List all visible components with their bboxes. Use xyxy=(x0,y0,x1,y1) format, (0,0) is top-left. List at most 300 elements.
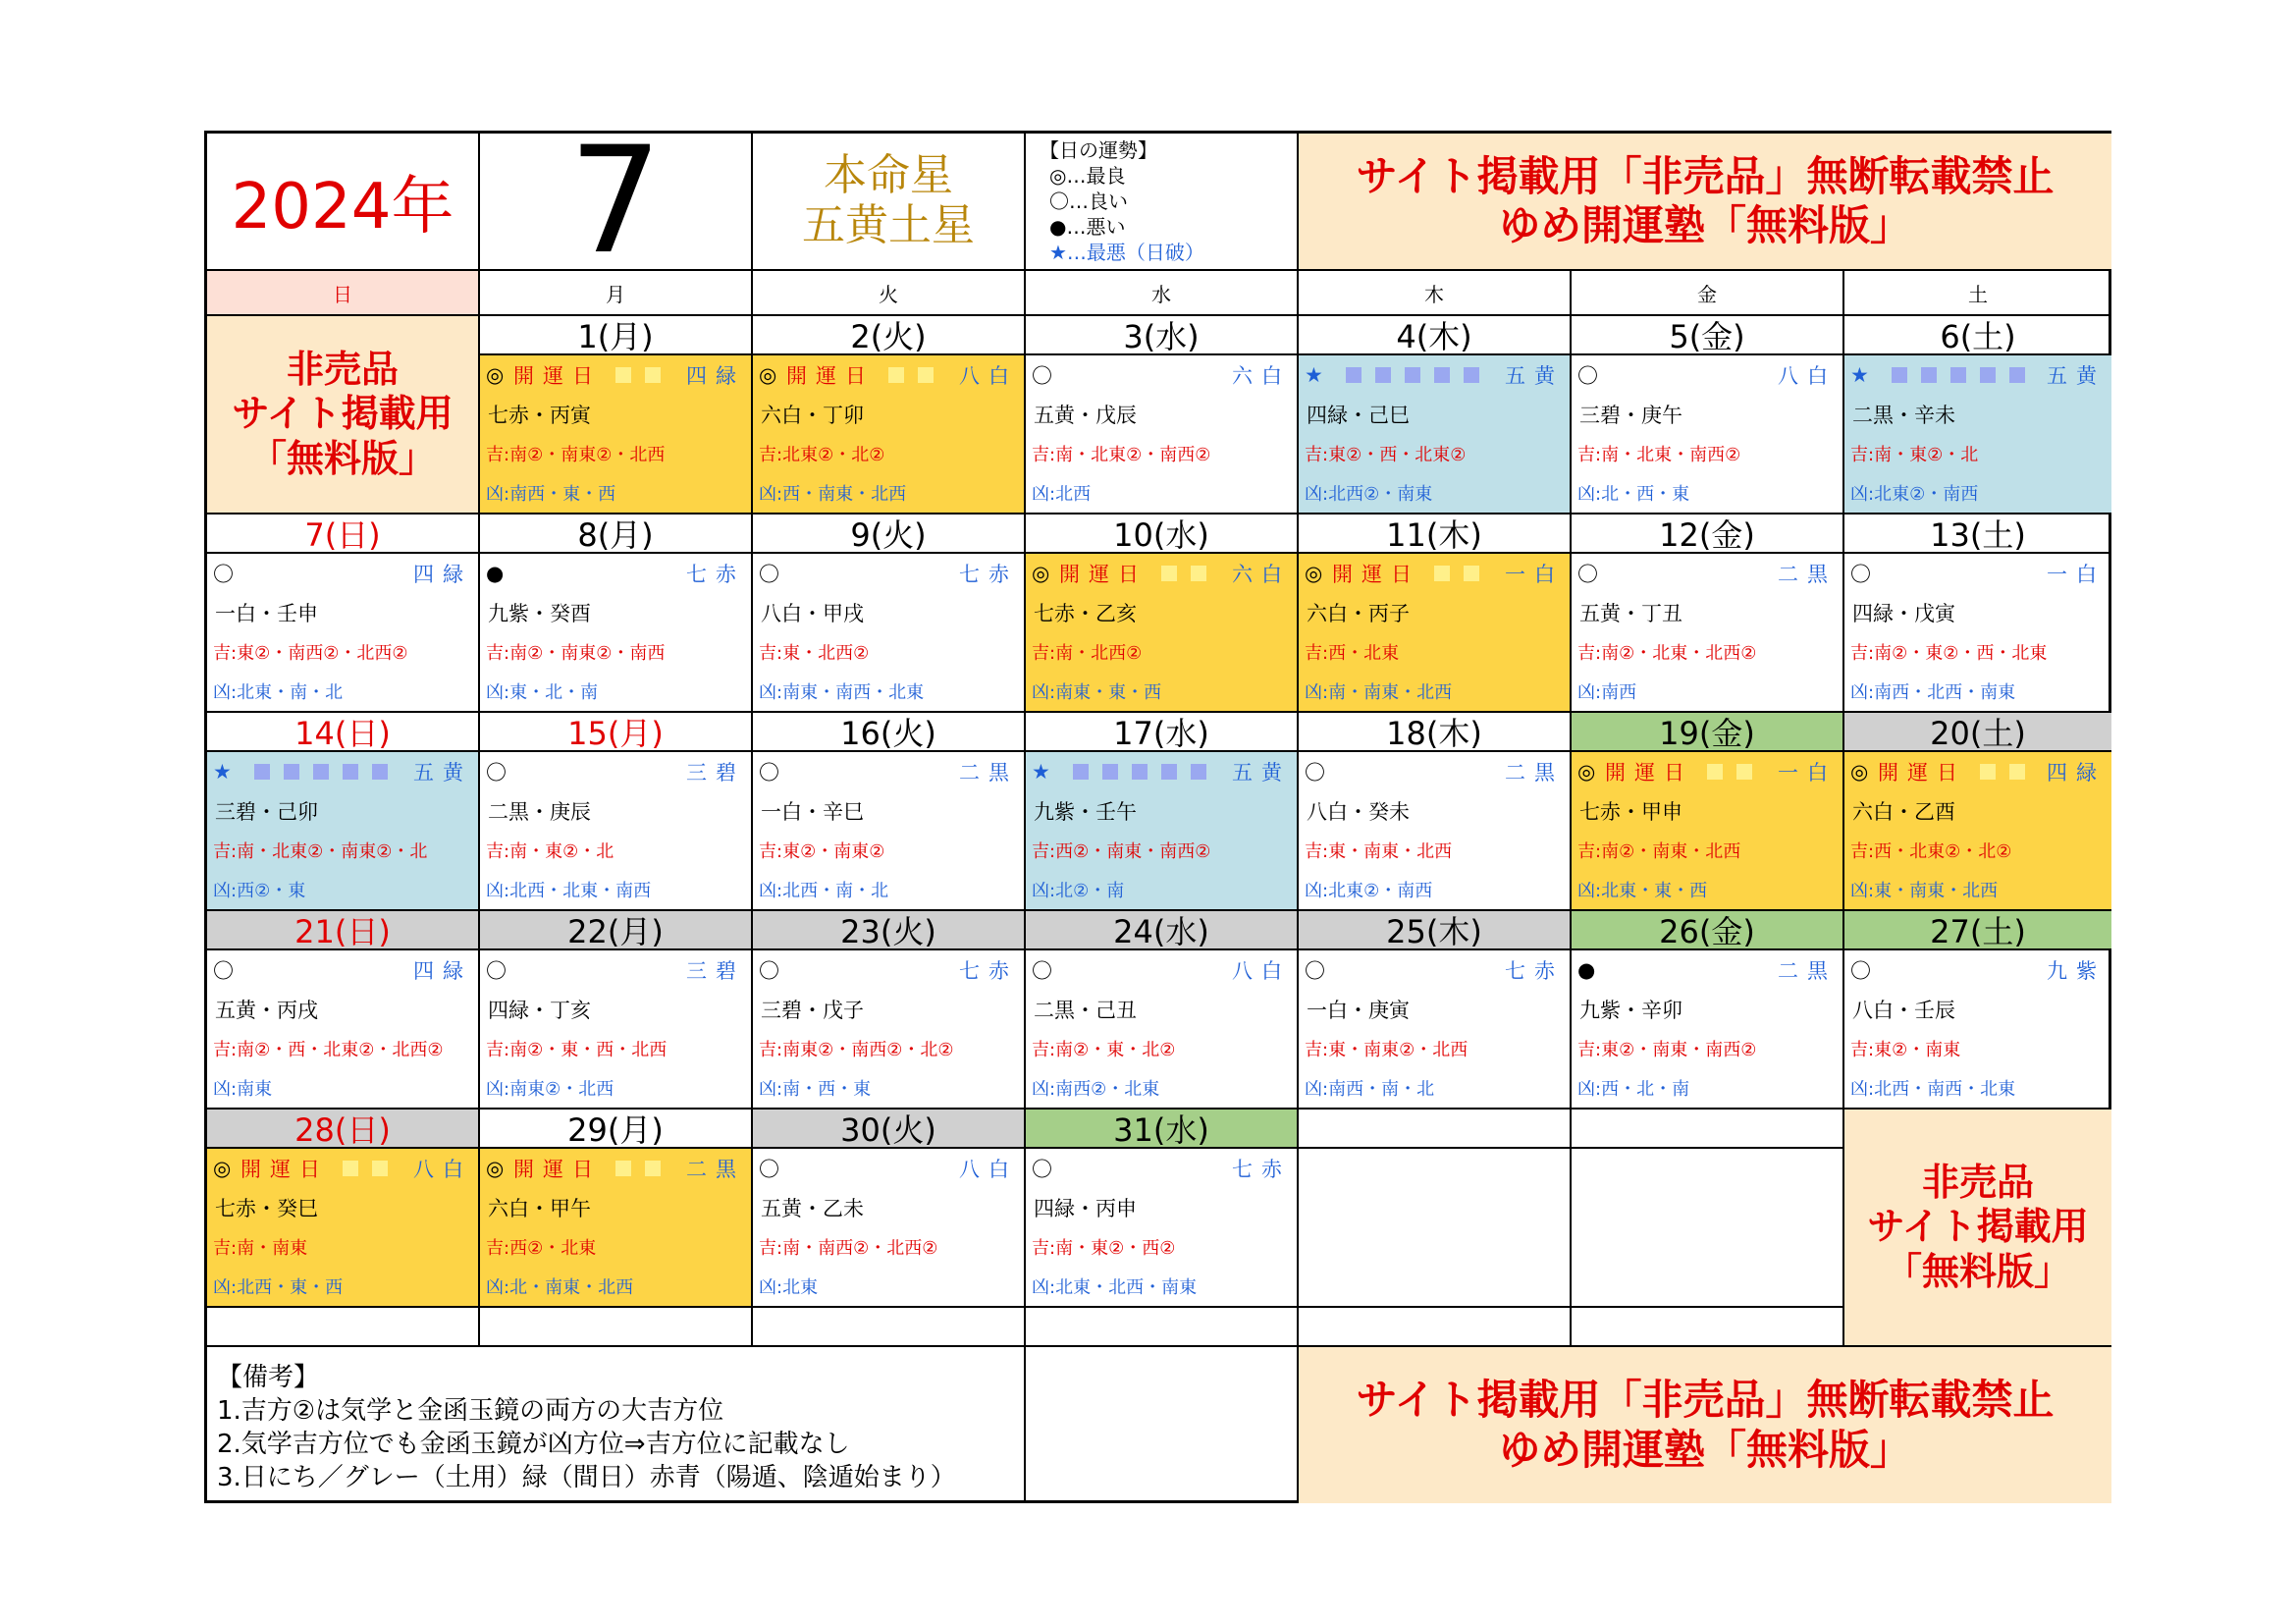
kyusei-star: 八白 xyxy=(413,1157,472,1181)
kyusei-star: 六白 xyxy=(1232,562,1291,586)
unlucky-directions: 凶:南西・南・北 xyxy=(1305,1079,1435,1100)
square-marker xyxy=(1434,367,1450,383)
square-marker xyxy=(1464,566,1479,581)
square-marker xyxy=(1707,764,1723,780)
square-marker xyxy=(372,764,388,780)
spacer-cell xyxy=(1026,1308,1299,1347)
fortune-mark: ◎ xyxy=(1032,561,1050,585)
side-notice-line2: サイト掲載用 xyxy=(232,392,454,436)
date-header: 7(日) xyxy=(207,514,480,554)
fortune-line xyxy=(480,554,751,592)
unlucky-directions: 凶:南東②・北西 xyxy=(486,1079,614,1100)
fortune-mark: ★ xyxy=(1850,362,1869,387)
kyusei-star: 八白 xyxy=(1778,363,1837,388)
unlucky-directions: 凶:南西②・北東 xyxy=(1032,1079,1160,1100)
kyusei-star: 二黒 xyxy=(686,1157,745,1181)
date-header: 22(月) xyxy=(480,911,753,950)
square-marker xyxy=(1980,367,1996,383)
kanshi-line: 八白・癸未 xyxy=(1307,799,1410,824)
square-marker xyxy=(1191,764,1206,780)
fortune-mark: ● xyxy=(1577,957,1596,982)
date-header: 27(土) xyxy=(1844,911,2111,950)
fortune-mark: 〇 xyxy=(1577,562,1598,586)
date-header: 4(木) xyxy=(1299,316,1572,355)
kyusei-star: 二黒 xyxy=(1778,958,1837,983)
lucky-directions: 吉:西②・北東 xyxy=(486,1238,597,1259)
date-header: 20(土) xyxy=(1844,713,2111,752)
date-header: 12(金) xyxy=(1572,514,1844,554)
day-cell xyxy=(480,1149,753,1308)
day-cell xyxy=(1299,950,1572,1110)
side-notice-line2: サイト掲載用 xyxy=(1867,1205,2089,1249)
unlucky-directions: 凶:北・南東・北西 xyxy=(486,1277,634,1298)
unlucky-directions: 凶:東・南東・北西 xyxy=(1850,881,1999,901)
square-marker xyxy=(615,367,631,383)
kyusei-star: 八白 xyxy=(959,1157,1018,1181)
year-label: 2024年 xyxy=(207,134,480,271)
date-header: 15(月) xyxy=(480,713,753,752)
kyusei-star: 一白 xyxy=(1778,760,1837,785)
square-marker xyxy=(2009,764,2025,780)
day-cell xyxy=(1026,1149,1299,1308)
unlucky-directions: 凶:西・南東・北西 xyxy=(759,484,907,505)
fortune-mark: ★ xyxy=(213,759,232,784)
fortune-line xyxy=(1299,554,1570,592)
kanshi-line: 五黄・戊辰 xyxy=(1034,403,1137,427)
day-cell xyxy=(1572,355,1844,514)
unlucky-directions: 凶:南西・北西・南東 xyxy=(1850,682,2016,703)
kyusei-star: 二黒 xyxy=(959,760,1018,785)
unlucky-directions: 凶:南西・東・西 xyxy=(486,484,616,505)
day-cell xyxy=(753,950,1026,1110)
date-header: 1(月) xyxy=(480,316,753,355)
lucky-directions: 吉:南②・北東・北西② xyxy=(1577,643,1757,664)
lucky-directions: 吉:南・北東・南西② xyxy=(1577,445,1741,465)
top-notice xyxy=(1299,134,2111,271)
square-marker xyxy=(1950,367,1966,383)
kanshi-line: 九紫・癸酉 xyxy=(488,601,591,625)
fortune-line xyxy=(1844,950,2111,989)
weekday-thu: 木 xyxy=(1299,271,1572,316)
spacer-cell xyxy=(753,1308,1026,1347)
kanshi-line: 七赤・癸巳 xyxy=(215,1196,318,1220)
fortune-mark: ◎ xyxy=(759,362,777,387)
lucky-directions: 吉:南・東②・北 xyxy=(1850,445,1979,465)
kyusei-star: 六白 xyxy=(1232,363,1291,388)
kaiun-label: 開運日 xyxy=(786,363,875,388)
date-header: 24(水) xyxy=(1026,911,1299,950)
fortune-mark: ◎ xyxy=(486,362,505,387)
fortune-line xyxy=(753,355,1024,394)
kyusei-star: 四緑 xyxy=(413,562,472,586)
kanshi-line: 一白・辛巳 xyxy=(761,799,864,824)
spacer-cell xyxy=(480,1308,753,1347)
fortune-legend xyxy=(1026,134,1299,271)
date-header: 26(金) xyxy=(1572,911,1844,950)
unlucky-directions: 凶:東・北・南 xyxy=(486,682,599,703)
date-header: 2(火) xyxy=(753,316,1026,355)
fortune-mark: ◎ xyxy=(1850,759,1869,784)
square-marker xyxy=(1980,764,1996,780)
kanshi-line: 七赤・乙亥 xyxy=(1034,601,1137,625)
kyusei-star: 五黄 xyxy=(1232,760,1291,785)
square-marker xyxy=(1921,367,1937,383)
fortune-mark: 〇 xyxy=(1032,1157,1052,1181)
square-marker xyxy=(1161,566,1177,581)
square-marker xyxy=(1161,764,1177,780)
honmei-star-name: 五黄土星 xyxy=(802,200,975,250)
kyusei-star: 五黄 xyxy=(2047,363,2106,388)
kyusei-star: 二黒 xyxy=(1778,562,1837,586)
blank-cell xyxy=(1026,1347,1299,1503)
day-cell xyxy=(753,1149,1026,1308)
square-marker xyxy=(1346,367,1362,383)
kaiun-label: 開運日 xyxy=(513,363,602,388)
bottom-notice xyxy=(1299,1347,2111,1503)
fortune-line xyxy=(753,1149,1024,1187)
unlucky-directions: 凶:北西②・南東 xyxy=(1305,484,1433,505)
fortune-line xyxy=(1844,355,2111,394)
unlucky-directions: 凶:北・西・東 xyxy=(1577,484,1690,505)
fortune-mark: ◎ xyxy=(1305,561,1323,585)
kyusei-star: 四緑 xyxy=(2047,760,2106,785)
kyusei-star: 五黄 xyxy=(413,760,472,785)
unlucky-directions: 凶:北東・南・北 xyxy=(213,682,344,703)
remarks-title: 【備考】 xyxy=(217,1363,320,1392)
fortune-mark: 〇 xyxy=(486,958,507,983)
date-header: 16(火) xyxy=(753,713,1026,752)
fortune-line xyxy=(1026,355,1297,394)
day-cell xyxy=(480,355,753,514)
date-header: 19(金) xyxy=(1572,713,1844,752)
kyusei-star: 三碧 xyxy=(686,958,745,983)
lucky-directions: 吉:南②・南東・北西 xyxy=(1577,841,1741,862)
weekday-tue: 火 xyxy=(753,271,1026,316)
kanshi-line: 九紫・壬午 xyxy=(1034,799,1137,824)
day-cell xyxy=(1844,752,2111,911)
legend-worst: ★…最悪（日破） xyxy=(1049,241,1204,264)
date-header: 11(木) xyxy=(1299,514,1572,554)
day-cell xyxy=(1572,950,1844,1110)
fortune-mark: 〇 xyxy=(759,958,779,983)
unlucky-directions: 凶:北②・南 xyxy=(1032,881,1125,901)
day-cell xyxy=(753,554,1026,713)
kanshi-line: 七赤・甲申 xyxy=(1579,799,1682,824)
unlucky-directions: 凶:北東②・南西 xyxy=(1850,484,1979,505)
fortune-line xyxy=(207,1149,478,1187)
fortune-line xyxy=(1572,752,1842,790)
lucky-directions: 吉:南②・西・北東②・北西② xyxy=(213,1040,444,1060)
kyusei-star: 七赤 xyxy=(1505,958,1564,983)
fortune-mark: ◎ xyxy=(486,1156,505,1180)
remarks-line3: 3.日にち／グレー（土用）緑（間日）赤青（陽遁、陰遁始まり） xyxy=(217,1463,956,1492)
square-marker xyxy=(1073,764,1089,780)
day-cell xyxy=(1299,752,1572,911)
kaiun-label: 開運日 xyxy=(513,1157,602,1181)
fortune-mark: 〇 xyxy=(1850,562,1871,586)
kanshi-line: 四緑・己巳 xyxy=(1307,403,1410,427)
legend-title: 【日の運勢】 xyxy=(1040,138,1157,162)
day-cell xyxy=(480,752,753,911)
notice-line2: ゆめ開運塾「無料版」 xyxy=(1498,1425,1911,1474)
kanshi-line: 四緑・丙申 xyxy=(1034,1196,1137,1220)
spacer-cell xyxy=(207,1308,480,1347)
fortune-line xyxy=(1299,355,1570,394)
kanshi-line: 四緑・丁亥 xyxy=(488,998,591,1022)
fortune-mark: 〇 xyxy=(1577,363,1598,388)
lucky-directions: 吉:東・北西② xyxy=(759,643,870,664)
lucky-directions: 吉:東②・南東② xyxy=(759,841,885,862)
legend-bad: ●…悪い xyxy=(1049,215,1126,239)
empty-day-cell xyxy=(1572,1149,1844,1308)
empty-date-cell xyxy=(1299,1110,1572,1149)
square-marker xyxy=(1736,764,1752,780)
square-marker xyxy=(1375,367,1391,383)
lucky-directions: 吉:東②・南西②・北西② xyxy=(213,643,408,664)
notice-line1: サイト掲載用「非売品」無断転載禁止 xyxy=(1356,1376,2055,1425)
fortune-mark: ● xyxy=(486,561,505,585)
square-marker xyxy=(1405,367,1420,383)
fortune-mark: 〇 xyxy=(1032,958,1052,983)
fortune-mark: 〇 xyxy=(213,562,234,586)
fortune-line xyxy=(207,950,478,989)
square-marker xyxy=(1191,566,1206,581)
fortune-line xyxy=(1844,752,2111,790)
kanshi-line: 八白・壬辰 xyxy=(1852,998,1955,1022)
date-header: 28(日) xyxy=(207,1110,480,1149)
side-notice-bottom xyxy=(1844,1110,2111,1347)
lucky-directions: 吉:西・北東 xyxy=(1305,643,1400,664)
fortune-line xyxy=(1299,950,1570,989)
weekday-sat: 土 xyxy=(1844,271,2111,316)
kanshi-line: 九紫・辛卯 xyxy=(1579,998,1682,1022)
kaiun-label: 開運日 xyxy=(1059,562,1148,586)
lucky-directions: 吉:南②・東・北② xyxy=(1032,1040,1176,1060)
fortune-mark: 〇 xyxy=(1305,958,1325,983)
kyusei-star: 七赤 xyxy=(686,562,745,586)
fortune-line xyxy=(480,355,751,394)
fortune-mark: 〇 xyxy=(759,562,779,586)
fortune-mark: 〇 xyxy=(1032,363,1052,388)
fortune-mark: 〇 xyxy=(213,958,234,983)
lucky-directions: 吉:西・北東②・北② xyxy=(1850,841,2012,862)
fortune-line xyxy=(1026,752,1297,790)
remarks-box xyxy=(207,1347,1026,1503)
square-marker xyxy=(1434,566,1450,581)
kanshi-line: 三碧・戊子 xyxy=(761,998,864,1022)
lucky-directions: 吉:南・北東②・南東②・北 xyxy=(213,841,428,862)
kaiun-label: 開運日 xyxy=(1605,760,1693,785)
lucky-directions: 吉:東・南東・北西 xyxy=(1305,841,1453,862)
honmei-label: 本命星 xyxy=(824,150,953,201)
fortune-line xyxy=(1026,1149,1297,1187)
kanshi-line: 六白・丁卯 xyxy=(761,403,864,427)
day-cell xyxy=(753,355,1026,514)
remarks-line1: 1.吉方②は気学と金函玉鏡の両方の大吉方位 xyxy=(217,1396,724,1426)
fortune-mark: 〇 xyxy=(1850,958,1871,983)
fortune-mark: ◎ xyxy=(1577,759,1596,784)
fortune-line xyxy=(1572,554,1842,592)
kanshi-line: 二黒・辛未 xyxy=(1852,403,1955,427)
notice-line2: ゆめ開運塾「無料版」 xyxy=(1498,201,1911,249)
remarks-line2: 2.気学吉方位でも金函玉鏡が凶方位⇒吉方位に記載なし xyxy=(217,1430,850,1459)
lucky-directions: 吉:西②・南東・南西② xyxy=(1032,841,1211,862)
unlucky-directions: 凶:北東②・南西 xyxy=(1305,881,1433,901)
fortune-line xyxy=(753,752,1024,790)
fortune-line xyxy=(1026,554,1297,592)
kyusei-star: 五黄 xyxy=(1505,363,1564,388)
square-marker xyxy=(284,764,299,780)
kaiun-label: 開運日 xyxy=(1878,760,1966,785)
unlucky-directions: 凶:西・北・南 xyxy=(1577,1079,1690,1100)
fortune-mark: ★ xyxy=(1032,759,1050,784)
lucky-directions: 吉:南②・南東②・南西 xyxy=(486,643,666,664)
day-cell xyxy=(1026,752,1299,911)
kanshi-line: 三碧・己卯 xyxy=(215,799,318,824)
day-cell xyxy=(1844,554,2111,713)
date-header: 23(火) xyxy=(753,911,1026,950)
square-marker xyxy=(313,764,329,780)
fortune-line xyxy=(1572,950,1842,989)
kanshi-line: 八白・甲戌 xyxy=(761,601,864,625)
date-header: 13(土) xyxy=(1844,514,2111,554)
fortune-line xyxy=(480,950,751,989)
square-marker xyxy=(1102,764,1118,780)
side-notice-line1: 非売品 xyxy=(1921,1160,2034,1204)
kaiun-label: 開運日 xyxy=(1332,562,1420,586)
date-header: 25(木) xyxy=(1299,911,1572,950)
day-cell xyxy=(207,950,480,1110)
kaiun-label: 開運日 xyxy=(240,1157,329,1181)
square-marker xyxy=(918,367,934,383)
day-cell xyxy=(1026,950,1299,1110)
side-notice-top xyxy=(207,316,480,514)
lucky-directions: 吉:南②・南東②・北西 xyxy=(486,445,666,465)
kyusei-star: 八白 xyxy=(959,363,1018,388)
kyusei-star: 三碧 xyxy=(686,760,745,785)
unlucky-directions: 凶:北東・北西・南東 xyxy=(1032,1277,1198,1298)
day-cell xyxy=(1572,752,1844,911)
fortune-mark: 〇 xyxy=(759,1157,779,1181)
lucky-directions: 吉:南・南東 xyxy=(213,1238,308,1259)
unlucky-directions: 凶:北西・東・西 xyxy=(213,1277,344,1298)
day-cell xyxy=(1299,355,1572,514)
unlucky-directions: 凶:北東・東・西 xyxy=(1577,881,1708,901)
kanshi-line: 二黒・庚辰 xyxy=(488,799,591,824)
lucky-directions: 吉:北東②・北② xyxy=(759,445,885,465)
kanshi-line: 五黄・丁丑 xyxy=(1579,601,1682,625)
side-notice-line3: 「無料版」 xyxy=(248,436,436,480)
square-marker xyxy=(343,1161,358,1176)
date-header: 21(日) xyxy=(207,911,480,950)
day-cell xyxy=(207,1149,480,1308)
kyusei-star: 一白 xyxy=(1505,562,1564,586)
square-marker xyxy=(888,367,904,383)
weekday-mon: 月 xyxy=(480,271,753,316)
month-number: 7 xyxy=(480,134,753,271)
square-marker xyxy=(1464,367,1479,383)
weekday-wed: 水 xyxy=(1026,271,1299,316)
weekday-sun: 日 xyxy=(207,271,480,316)
day-cell xyxy=(1844,950,2111,1110)
kanshi-line: 三碧・庚午 xyxy=(1579,403,1682,427)
day-cell xyxy=(1572,554,1844,713)
lucky-directions: 吉:南・南西②・北西② xyxy=(759,1238,938,1259)
date-header: 14(日) xyxy=(207,713,480,752)
lucky-directions: 吉:南東②・南西②・北② xyxy=(759,1040,954,1060)
fortune-line xyxy=(1572,355,1842,394)
date-header: 8(月) xyxy=(480,514,753,554)
empty-date-cell xyxy=(1572,1110,1844,1149)
lucky-directions: 吉:南・東②・西② xyxy=(1032,1238,1176,1259)
square-marker xyxy=(1132,764,1148,780)
side-notice-line1: 非売品 xyxy=(286,347,399,391)
unlucky-directions: 凶:南東・南西・北東 xyxy=(759,682,925,703)
fortune-mark: 〇 xyxy=(486,760,507,785)
day-cell xyxy=(480,950,753,1110)
unlucky-directions: 凶:北西・南・北 xyxy=(759,881,889,901)
unlucky-directions: 凶:北西・北東・南西 xyxy=(486,881,652,901)
side-notice-line3: 「無料版」 xyxy=(1884,1249,2071,1293)
lucky-directions: 吉:南②・東②・西・北東 xyxy=(1850,643,2048,664)
legend-good: 〇…良い xyxy=(1049,189,1128,213)
kyusei-star: 七赤 xyxy=(959,958,1018,983)
fortune-line xyxy=(753,950,1024,989)
unlucky-directions: 凶:北西・南西・北東 xyxy=(1850,1079,2016,1100)
square-marker xyxy=(372,1161,388,1176)
kyusei-star: 七赤 xyxy=(959,562,1018,586)
lucky-directions: 吉:南・東②・北 xyxy=(486,841,614,862)
unlucky-directions: 凶:西②・東 xyxy=(213,881,306,901)
lucky-directions: 吉:東②・南東・南西② xyxy=(1577,1040,1757,1060)
weekday-fri: 金 xyxy=(1572,271,1844,316)
fortune-line xyxy=(1299,752,1570,790)
lucky-directions: 吉:南・北西② xyxy=(1032,643,1143,664)
kyusei-star: 一白 xyxy=(2047,562,2106,586)
fortune-line xyxy=(753,554,1024,592)
day-cell xyxy=(1844,355,2111,514)
date-header: 29(月) xyxy=(480,1110,753,1149)
day-cell xyxy=(207,752,480,911)
unlucky-directions: 凶:南・南東・北西 xyxy=(1305,682,1453,703)
kanshi-line: 六白・丙子 xyxy=(1307,601,1410,625)
unlucky-directions: 凶:南・西・東 xyxy=(759,1079,872,1100)
day-cell xyxy=(1026,355,1299,514)
square-marker xyxy=(645,1161,661,1176)
square-marker xyxy=(645,367,661,383)
lucky-directions: 吉:東・南東②・北西 xyxy=(1305,1040,1468,1060)
square-marker xyxy=(615,1161,631,1176)
honmei-star xyxy=(753,134,1026,271)
square-marker xyxy=(2009,367,2025,383)
fortune-line xyxy=(480,752,751,790)
date-header: 30(火) xyxy=(753,1110,1026,1149)
kyusei-star: 四緑 xyxy=(686,363,745,388)
fortune-line xyxy=(207,554,478,592)
date-header: 18(木) xyxy=(1299,713,1572,752)
fortune-mark: 〇 xyxy=(759,760,779,785)
fortune-mark: 〇 xyxy=(1305,760,1325,785)
date-header: 3(水) xyxy=(1026,316,1299,355)
unlucky-directions: 凶:北西 xyxy=(1032,484,1092,505)
kyusei-star: 二黒 xyxy=(1505,760,1564,785)
fortune-mark: ◎ xyxy=(213,1156,232,1180)
kanshi-line: 一白・壬申 xyxy=(215,601,318,625)
lucky-directions: 吉:東②・西・北東② xyxy=(1305,445,1467,465)
kyusei-star: 四緑 xyxy=(413,958,472,983)
unlucky-directions: 凶:南東・東・西 xyxy=(1032,682,1162,703)
date-header: 9(火) xyxy=(753,514,1026,554)
